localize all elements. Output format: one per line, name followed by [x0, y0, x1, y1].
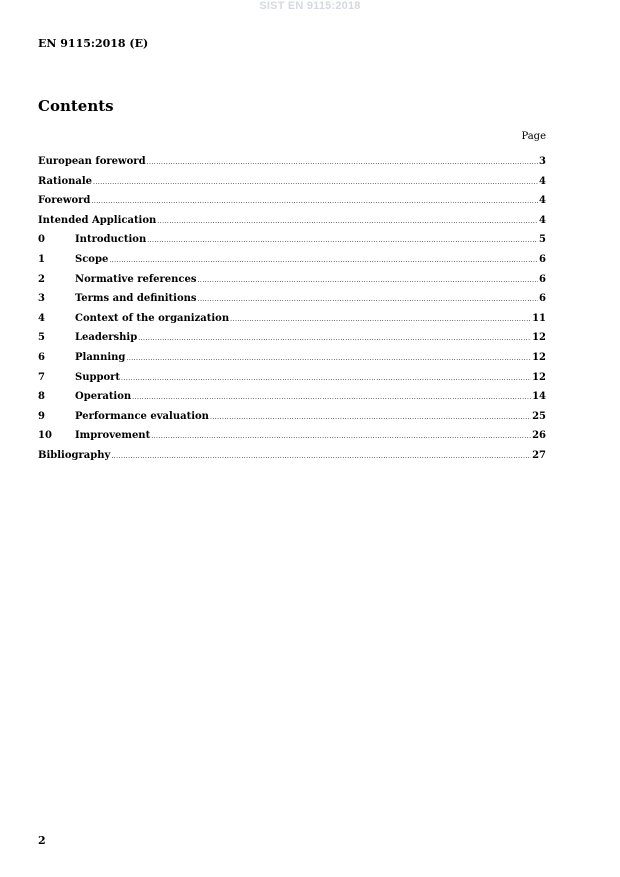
toc-entry-title: Rationale	[38, 175, 93, 187]
toc-entry-number: 3	[38, 293, 45, 305]
toc-entry-number: 9	[38, 410, 45, 422]
toc-entry[interactable]	[38, 293, 546, 313]
watermark: SIST EN 9115:2018	[259, 0, 361, 12]
toc-entry-title: Intended Application	[38, 214, 157, 226]
toc-entry-page: 14	[532, 391, 546, 403]
contents-title: Contents	[38, 97, 114, 115]
toc-entry-number: 1	[38, 253, 45, 265]
toc-entry-page: 25	[532, 410, 546, 422]
toc-entry-page: 5	[539, 234, 546, 246]
toc-leader-dots	[91, 198, 538, 205]
toc-leader-dots	[111, 453, 531, 460]
toc-entry-number: 4	[38, 312, 45, 324]
page-column-label: Page	[521, 131, 546, 142]
toc-leader-dots	[198, 296, 539, 303]
toc-entry[interactable]	[38, 215, 546, 235]
toc-entry[interactable]	[38, 313, 546, 333]
toc-entry-page: 3	[539, 156, 546, 167]
toc-entry-title: Context of the organization	[75, 312, 230, 324]
toc-entry-page: 6	[539, 253, 546, 265]
toc-entry-title: Improvement	[75, 430, 151, 442]
toc-entry-page: 4	[539, 175, 546, 187]
toc-entry-page: 4	[539, 214, 546, 226]
toc-entry-page: 26	[532, 430, 546, 442]
toc-entry-title: Planning	[75, 351, 126, 363]
toc-entry-number: 6	[38, 351, 45, 363]
document-id: EN 9115:2018 (E)	[38, 37, 149, 50]
page-number: 2	[38, 834, 46, 847]
toc-entry-title: Operation	[75, 391, 132, 403]
toc-entry-page: 12	[532, 371, 546, 383]
toc-entry-page: 12	[532, 351, 546, 363]
toc-entry-number: 8	[38, 391, 45, 403]
toc-entry[interactable]	[38, 372, 546, 392]
toc-leader-dots	[109, 257, 538, 264]
toc-entry-title: European foreword	[38, 156, 146, 167]
toc-leader-dots	[230, 316, 531, 323]
toc-leader-dots	[121, 375, 531, 382]
toc-entry[interactable]	[38, 391, 546, 411]
toc-entry-title: Leadership	[75, 332, 138, 344]
toc-entry[interactable]	[38, 430, 546, 450]
toc-entry[interactable]	[38, 274, 546, 294]
toc-leader-dots	[157, 218, 538, 225]
toc-entry-number: 0	[38, 234, 45, 246]
toc-entry-page: 27	[532, 449, 546, 461]
toc-entry[interactable]	[38, 254, 546, 274]
toc-entry-title: Performance evaluation	[75, 410, 209, 422]
toc-entry-title: Foreword	[38, 195, 91, 207]
toc-entry[interactable]	[38, 234, 546, 254]
toc-entry[interactable]	[38, 176, 546, 196]
toc-entry[interactable]	[38, 156, 546, 176]
toc-entry-title: Support	[75, 371, 121, 383]
toc-entry-title: Normative references	[75, 273, 197, 285]
toc-entry-title: Scope	[75, 253, 109, 265]
toc-leader-dots	[198, 277, 539, 284]
toc-leader-dots	[138, 335, 531, 342]
toc-entry-number: 2	[38, 273, 45, 285]
toc-leader-dots	[151, 433, 531, 440]
toc-leader-dots	[93, 179, 538, 186]
toc-entry-page: 6	[539, 293, 546, 305]
toc-leader-dots	[126, 355, 531, 362]
toc-entry[interactable]	[38, 195, 546, 215]
toc-entry-page: 11	[532, 312, 546, 324]
toc-entry[interactable]	[38, 450, 546, 470]
toc-entry-number: 5	[38, 332, 45, 344]
toc-entry[interactable]	[38, 332, 546, 352]
toc-leader-dots	[147, 159, 538, 166]
toc-entry-title: Bibliography	[38, 449, 111, 461]
toc-leader-dots	[210, 414, 531, 421]
table-of-contents	[38, 156, 546, 470]
toc-leader-dots	[147, 237, 538, 244]
toc-entry[interactable]	[38, 352, 546, 372]
toc-entry-page: 6	[539, 273, 546, 285]
toc-entry-title: Terms and definitions	[75, 293, 197, 305]
toc-entry-number: 10	[38, 430, 52, 442]
toc-entry-title: Introduction	[75, 234, 147, 246]
toc-entry[interactable]	[38, 411, 546, 431]
toc-entry-page: 12	[532, 332, 546, 344]
toc-entry-number: 7	[38, 371, 45, 383]
toc-entry-page: 4	[539, 195, 546, 207]
toc-leader-dots	[132, 394, 531, 401]
